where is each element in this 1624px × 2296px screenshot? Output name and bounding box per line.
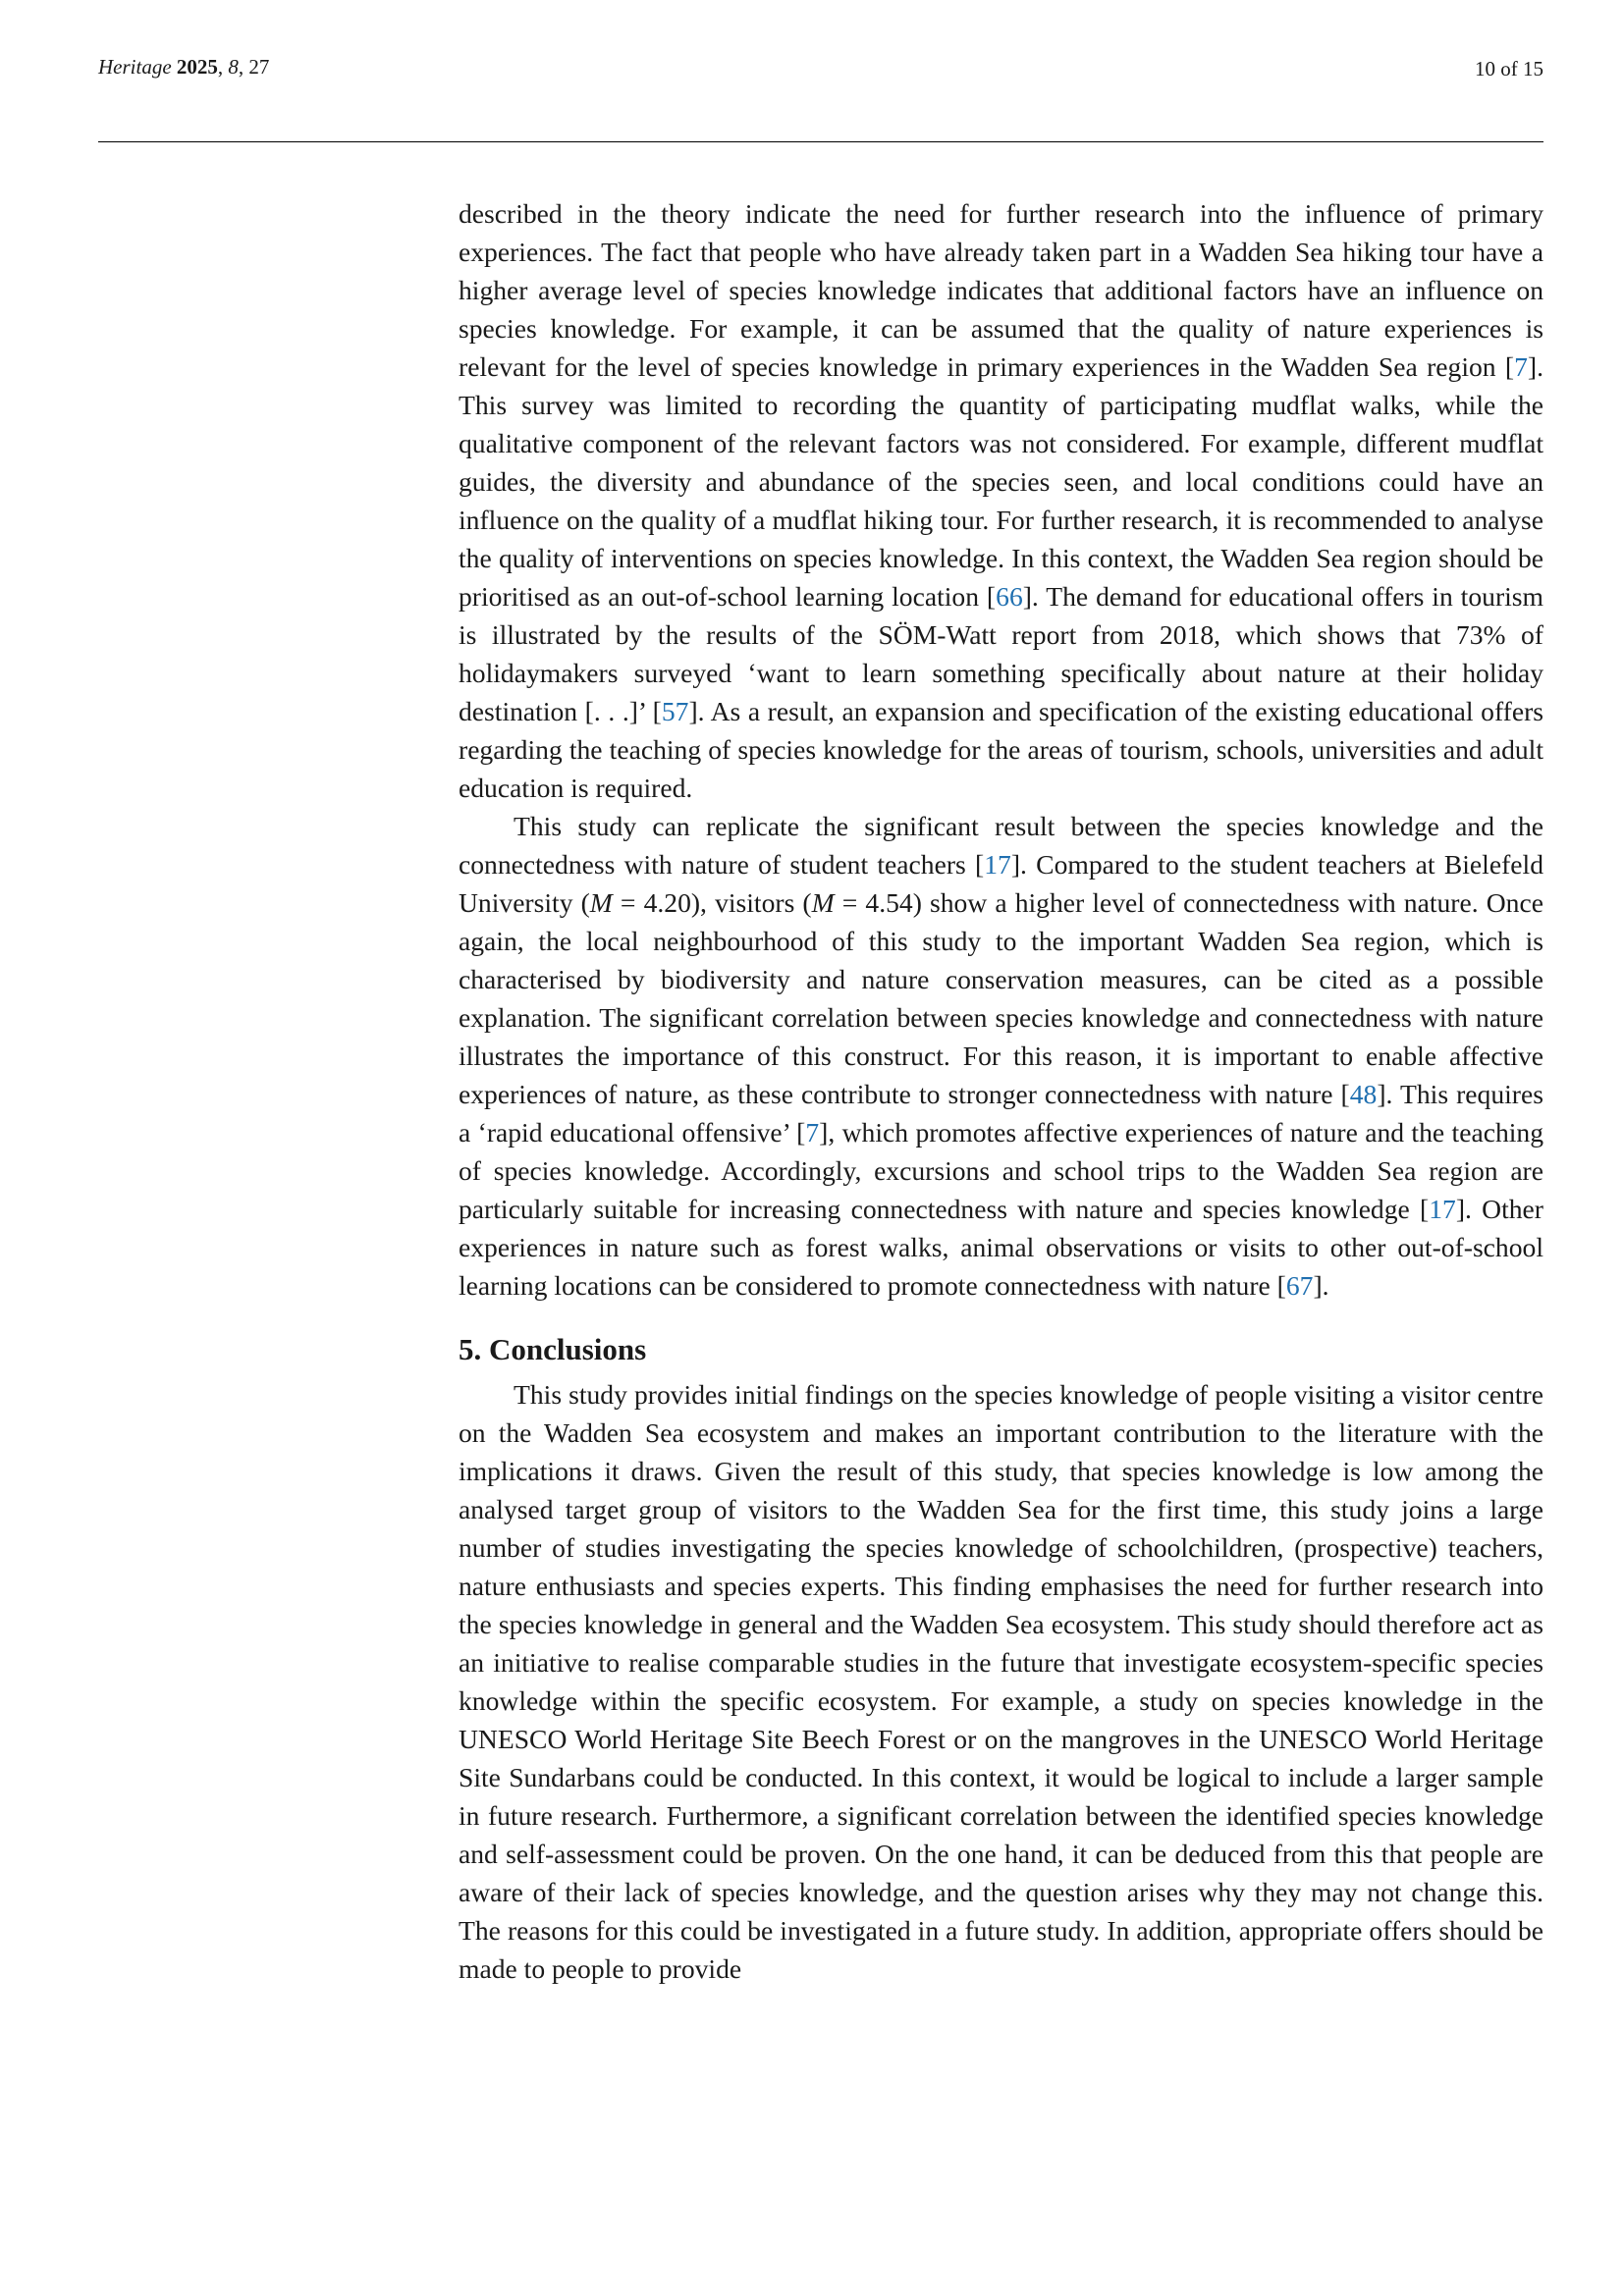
citation-link[interactable]: 7	[805, 1117, 820, 1148]
citation-link[interactable]: 67	[1285, 1270, 1314, 1301]
journal-volume: 8	[228, 55, 239, 79]
citation-separator: ,	[217, 55, 229, 79]
citation-link[interactable]: 17	[1429, 1194, 1456, 1224]
citation-separator: ,	[238, 55, 249, 79]
text-run: ]. As a result, an expansion and specification of the existing educational offers regarding the teaching of species knowledge for the areas of tourism, schools, universities and adult education is required.	[459, 696, 1543, 803]
citation-link[interactable]: 66	[996, 581, 1023, 612]
page-header	[98, 51, 1543, 90]
journal-name: Heritage	[98, 55, 172, 79]
text-run: ]. The demand for educational offers in tourism is illustrated by the results of the SÖM-Watt report from 2018, which shows that 73% of holidaymakers surveyed ‘want to learn something specifically about nature at their holiday destination [. . .]’ [	[459, 581, 1544, 726]
paragraph-3	[459, 1375, 1543, 1988]
citation-link[interactable]: 48	[1349, 1079, 1378, 1109]
text-run: This study provides initial findings on the species knowledge of people visiting a visitor centre on the Wadden Sea ecosystem and makes an important contribution to the literature with the implications it draws. Given the result of this study, that species knowledge is low among the analysed target group of visitors to the Wadden Sea for the first time, this study joins a large number of studies investigating the species knowledge of schoolchildren, (prospective) teachers, nature enthusiasts and species experts. This finding emphasises the need for further research into the species knowledge in general and the Wadden Sea ecosystem. This study should therefore act as an initiative to realise comparable studies in the future that investigate ecosystem-specific species knowledge within the specific ecosystem. For example, a study on species knowledge in the UNESCO World Heritage Site Beech Forest or on the mangroves in the UNESCO World Heritage Site Sundarbans could be conducted. In this context, it would be logical to include a larger sample in future research. Furthermore, a significant correlation between the identified species knowledge and self-assessment could be proven. On the one hand, it can be deduced from this that people are aware of their lack of species knowledge, and the question arises why they may not change this. The reasons for this could be investigated in a future study. In addition, appropriate offers should be made to people to provide	[459, 1379, 1543, 1984]
paragraph-2	[459, 807, 1543, 1305]
journal-citation	[98, 55, 269, 80]
article-body	[459, 194, 1543, 1988]
header-rule	[98, 141, 1543, 142]
journal-year: 2025	[176, 55, 218, 79]
citation-link[interactable]: 17	[984, 849, 1011, 880]
text-run: ]. Other experiences in nature such as forest walks, animal observations or visits to other out-of-school learning locations can be considered to promote connectedness with nature [	[459, 1194, 1543, 1301]
text-run: = 4.54) show a higher level of connectedness with nature. Once again, the local neighbourhood of this study to the important Wadden Sea region, which is characterised by biodiversity and nature conservation measures, can be cited as a possible explanation. The significant correlation between species knowledge and connectedness with nature illustrates the importance of this construct. For this reason, it is important to enable affective experiences of nature, as these contribute to stronger connectedness with nature [	[459, 887, 1543, 1109]
text-run: ].	[1313, 1270, 1329, 1301]
page-number: 10 of 15	[1475, 57, 1543, 80]
mean-symbol: M	[811, 887, 835, 918]
citation-link[interactable]: 7	[1514, 351, 1528, 382]
section-heading-conclusions: 5. Conclusions	[459, 1332, 647, 1366]
text-run: described in the theory indicate the need for further research into the influence of primary experiences. The fact that people who have already taken part in a Wadden Sea hiking tour have a higher average level of species knowledge indicates that additional factors have an influence on species knowledge. For example, it can be assumed that the quality of nature experiences is relevant for the level of species knowledge in primary experiences in the Wadden Sea region [	[459, 198, 1543, 382]
paragraph-1	[459, 194, 1543, 807]
text-run: This study can replicate the significant result between the species knowledge and the connectedness with nature of student teachers [	[459, 811, 1543, 880]
text-run: ]. This requires a ‘rapid educational offensive’ [	[459, 1079, 1543, 1148]
citation-link[interactable]: 57	[661, 696, 689, 726]
text-run: ]. This survey was limited to recording the quantity of participating mudflat walks, while the qualitative component of the relevant factors was not considered. For example, different mudflat guides, the diversity and abundance of the species seen, and local conditions could have an influence on the quality of a mudflat hiking tour. For further research, it is recommended to analyse the quality of interventions on species knowledge. In this context, the Wadden Sea region should be prioritised as an out-of-school learning location [	[459, 351, 1543, 612]
article-number: 27	[248, 55, 270, 79]
text-run: ], which promotes affective experiences of nature and the teaching of species knowledge. Accordingly, excursions and school trips to the Wadden Sea region are particularly suitable for increasing connectedness with nature and species knowledge [	[459, 1117, 1543, 1224]
text-run: ]. Compared to the student teachers at Bielefeld University (	[459, 849, 1543, 918]
mean-symbol: M	[589, 887, 613, 918]
text-run: = 4.20), visitors (	[612, 887, 812, 918]
